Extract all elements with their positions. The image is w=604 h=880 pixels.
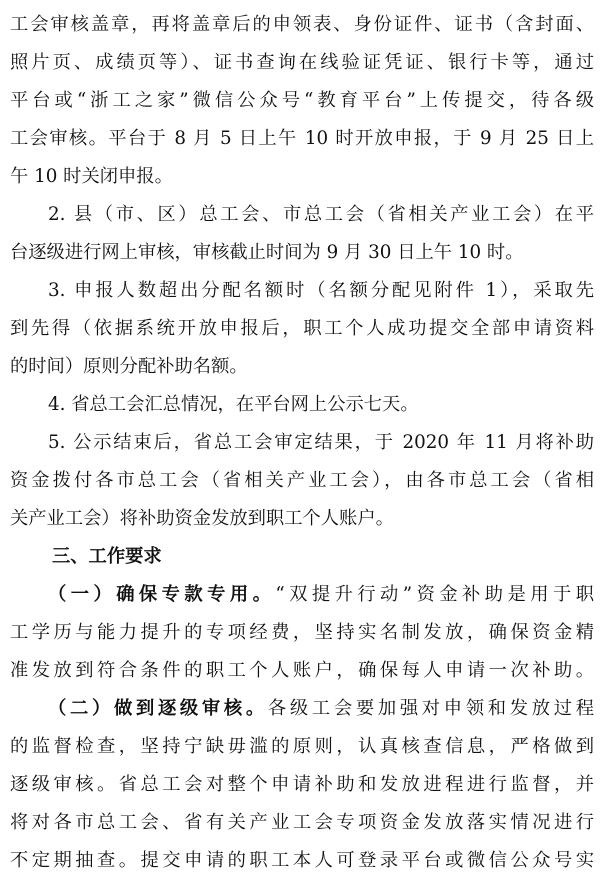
text-line: 工会审核。平台于 8 月 5 日上午 10 时开放申报，于 9 月 25 日上 [10, 128, 594, 149]
requirement-2-title: （二）做到逐级审核。 [48, 698, 268, 719]
text-line: 照片页、成绩页等）、证书查询在线验证凭证、银行卡等，通过 [10, 52, 594, 73]
requirement-1-line [48, 576, 594, 614]
text-line: 台逐级进行网上审核，审核截止时间为 9 月 30 日上午 10 时。 [10, 242, 524, 263]
requirement-2-line [48, 690, 594, 728]
text-line: 准发放到符合条件的职工个人账户，确保每人申请一次补助。 [10, 660, 594, 681]
list-item-3-line: 3. 申报人数超出分配名额时（名额分配见附件 1），采取先 [48, 280, 594, 301]
text-line: 工会审核盖章，再将盖章后的申领表、身份证件、证书（含封面、 [10, 14, 594, 35]
text-line: 关产业工会）将补助资金发放到职工个人账户。 [10, 508, 394, 529]
text-line: 的时间）原则分配补助名额。 [10, 356, 248, 377]
list-item-2-line: 2. 县（市、区）总工会、市总工会（省相关产业工会）在平 [48, 204, 594, 225]
requirement-1-title: （一）确保专款专用。 [48, 584, 276, 605]
text-line: 午 10 时关闭申报。 [10, 166, 173, 187]
list-item-4-line: 4. 省总工会汇总情况，在平台网上公示七天。 [48, 394, 419, 415]
text-line: 资金拨付各市总工会（省相关产业工会），由各市总工会（省相 [10, 470, 594, 491]
text-line: 逐级审核。省总工会对整个申请补助和发放进程进行监督，并 [10, 774, 594, 795]
text-line: 平台或“浙工之家”微信公众号“教育平台”上传提交，待各级 [10, 90, 594, 111]
section-heading: 三、工作要求 [52, 546, 162, 567]
text-line: 到先得（依据系统开放申报后，职工个人成功提交全部申请资料 [10, 318, 594, 339]
text-line: 工学历与能力提升的专项经费，坚持实名制发放，确保资金精 [10, 622, 594, 643]
requirement-1-text: “双提升行动”资金补助是用于职 [275, 584, 594, 605]
text-line: 不定期抽查。提交申请的职工本人可登录平台或微信公众号实 [10, 850, 594, 871]
list-item-5-line: 5. 公示结束后，省总工会审定结果，于 2020 年 11 月将补助 [48, 432, 594, 453]
requirement-2-text: 各级工会要加强对申领和发放过程 [267, 698, 595, 719]
text-line: 的监督检查，坚持宁缺毋滥的原则，认真核查信息，严格做到 [10, 736, 594, 757]
text-line: 将对各市总工会、省有关产业工会专项资金发放落实情况进行 [10, 812, 594, 833]
